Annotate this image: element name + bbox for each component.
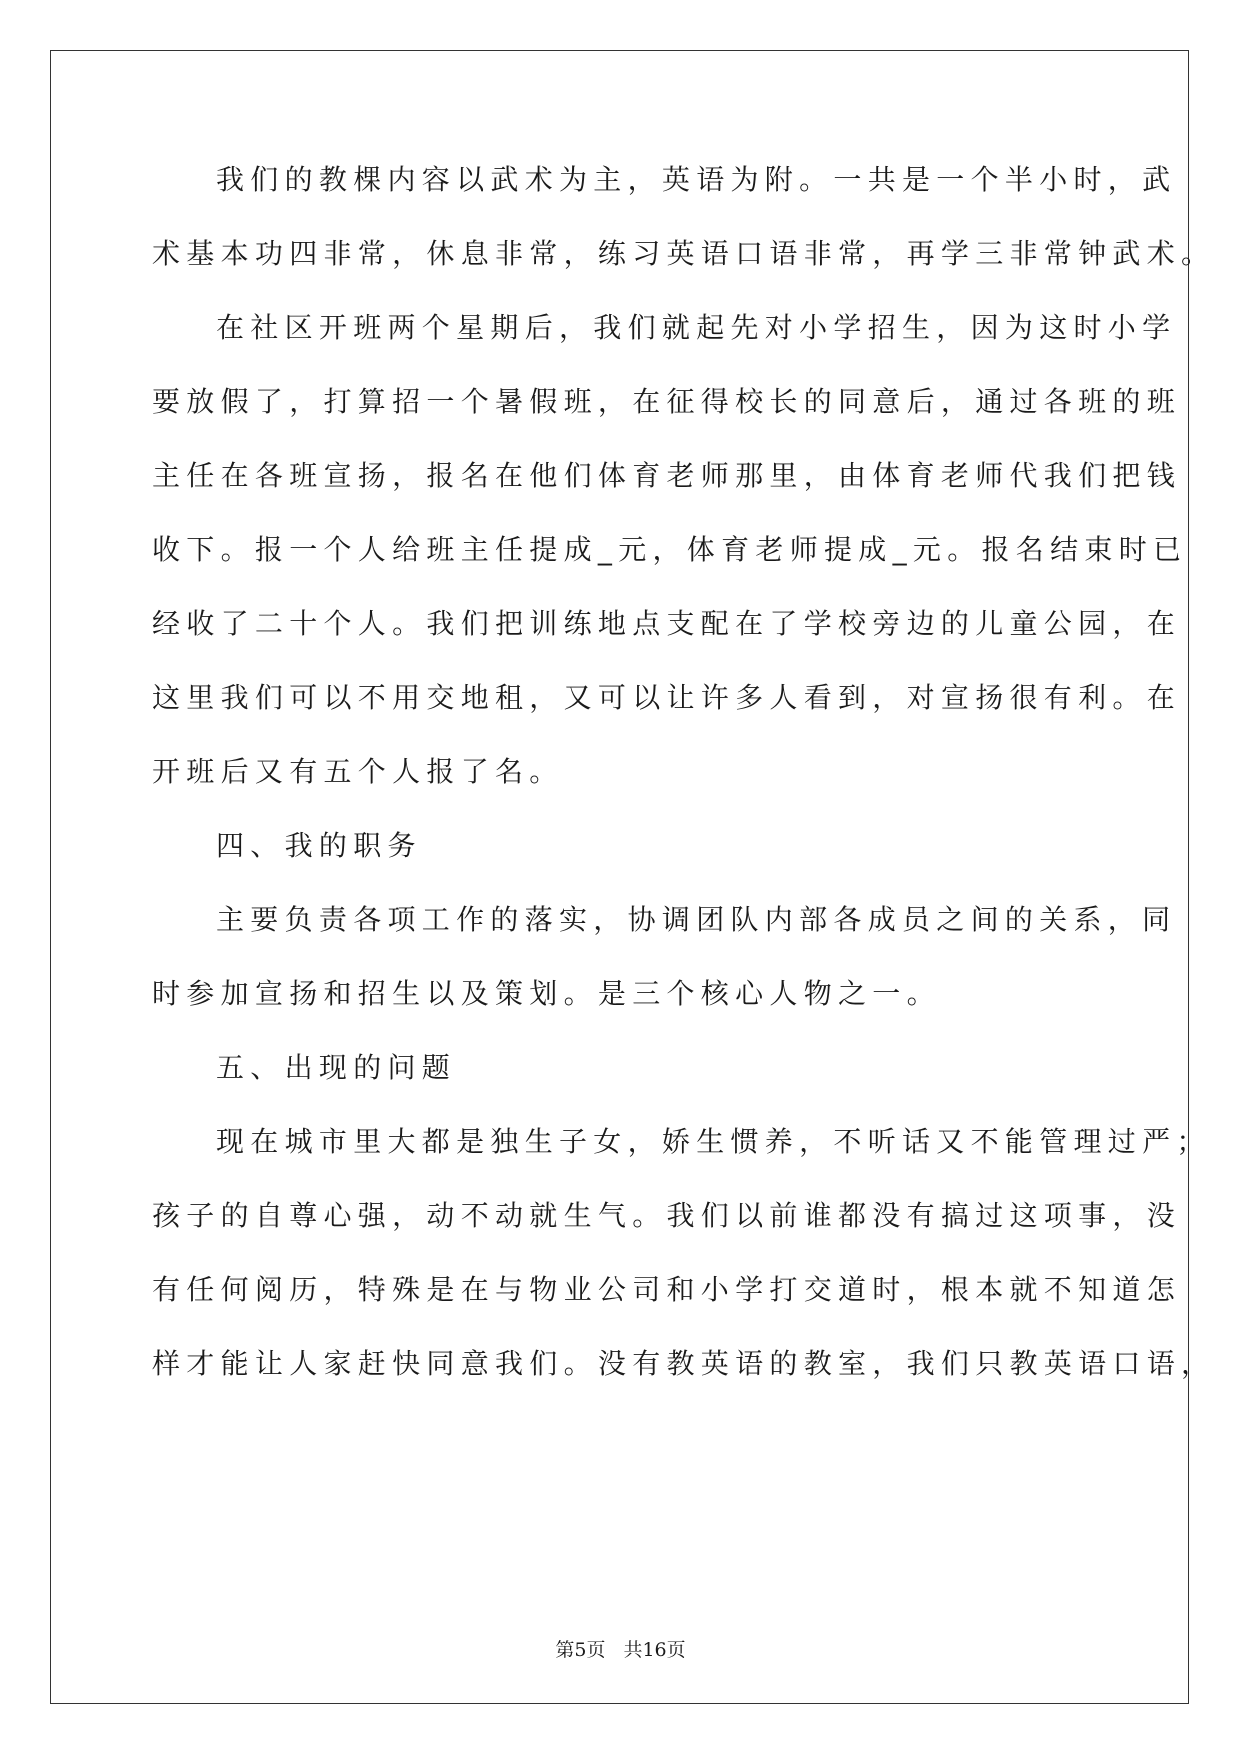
paragraph-line: 要放假了，打算招一个暑假班，在征得校长的同意后，通过各班的班 xyxy=(152,385,1182,418)
paragraph-line: 术基本功四非常，休息非常，练习英语口语非常，再学三非常钟武术。 xyxy=(152,237,1216,270)
paragraph-line: 有任何阅历，特殊是在与物业公司和小学打交道时，根本就不知道怎 xyxy=(152,1273,1182,1306)
page-number: 第5页 xyxy=(555,1639,606,1661)
page-border xyxy=(50,50,1189,1704)
paragraph-line: 经收了二十个人。我们把训练地点支配在了学校旁边的儿童公园，在 xyxy=(152,607,1182,640)
section-heading: 五、出现的问题 xyxy=(216,1051,457,1084)
page-footer xyxy=(0,1638,1241,1662)
page-total: 共16页 xyxy=(623,1639,686,1661)
paragraph-line: 样才能让人家赶快同意我们。没有教英语的教室，我们只教英语口语， xyxy=(152,1347,1216,1380)
section-heading: 四、我的职务 xyxy=(216,829,422,862)
paragraph-line: 孩子的自尊心强，动不动就生气。我们以前谁都没有搞过这项事，没 xyxy=(152,1199,1182,1232)
paragraph-line: 我们的教棵内容以武术为主，英语为附。一共是一个半小时，武 xyxy=(216,163,1177,196)
paragraph-line: 收下。报一个人给班主任提成_元，体育老师提成_元。报名结束时已 xyxy=(152,533,1188,566)
paragraph-line: 主要负责各项工作的落实，协调团队内部各成员之间的关系，同 xyxy=(216,903,1177,936)
paragraph-line: 现在城市里大都是独生子女，娇生惯养，不听话又不能管理过严； xyxy=(216,1125,1211,1158)
paragraph-line: 时参加宣扬和招生以及策划。是三个核心人物之一。 xyxy=(152,977,941,1010)
paragraph-line: 这里我们可以不用交地租，又可以让许多人看到，对宣扬很有利。在 xyxy=(152,681,1182,714)
paragraph-line: 主任在各班宣扬，报名在他们体育老师那里，由体育老师代我们把钱 xyxy=(152,459,1182,492)
paragraph-line: 开班后又有五个人报了名。 xyxy=(152,755,564,788)
paragraph-line: 在社区开班两个星期后，我们就起先对小学招生，因为这时小学 xyxy=(216,311,1177,344)
